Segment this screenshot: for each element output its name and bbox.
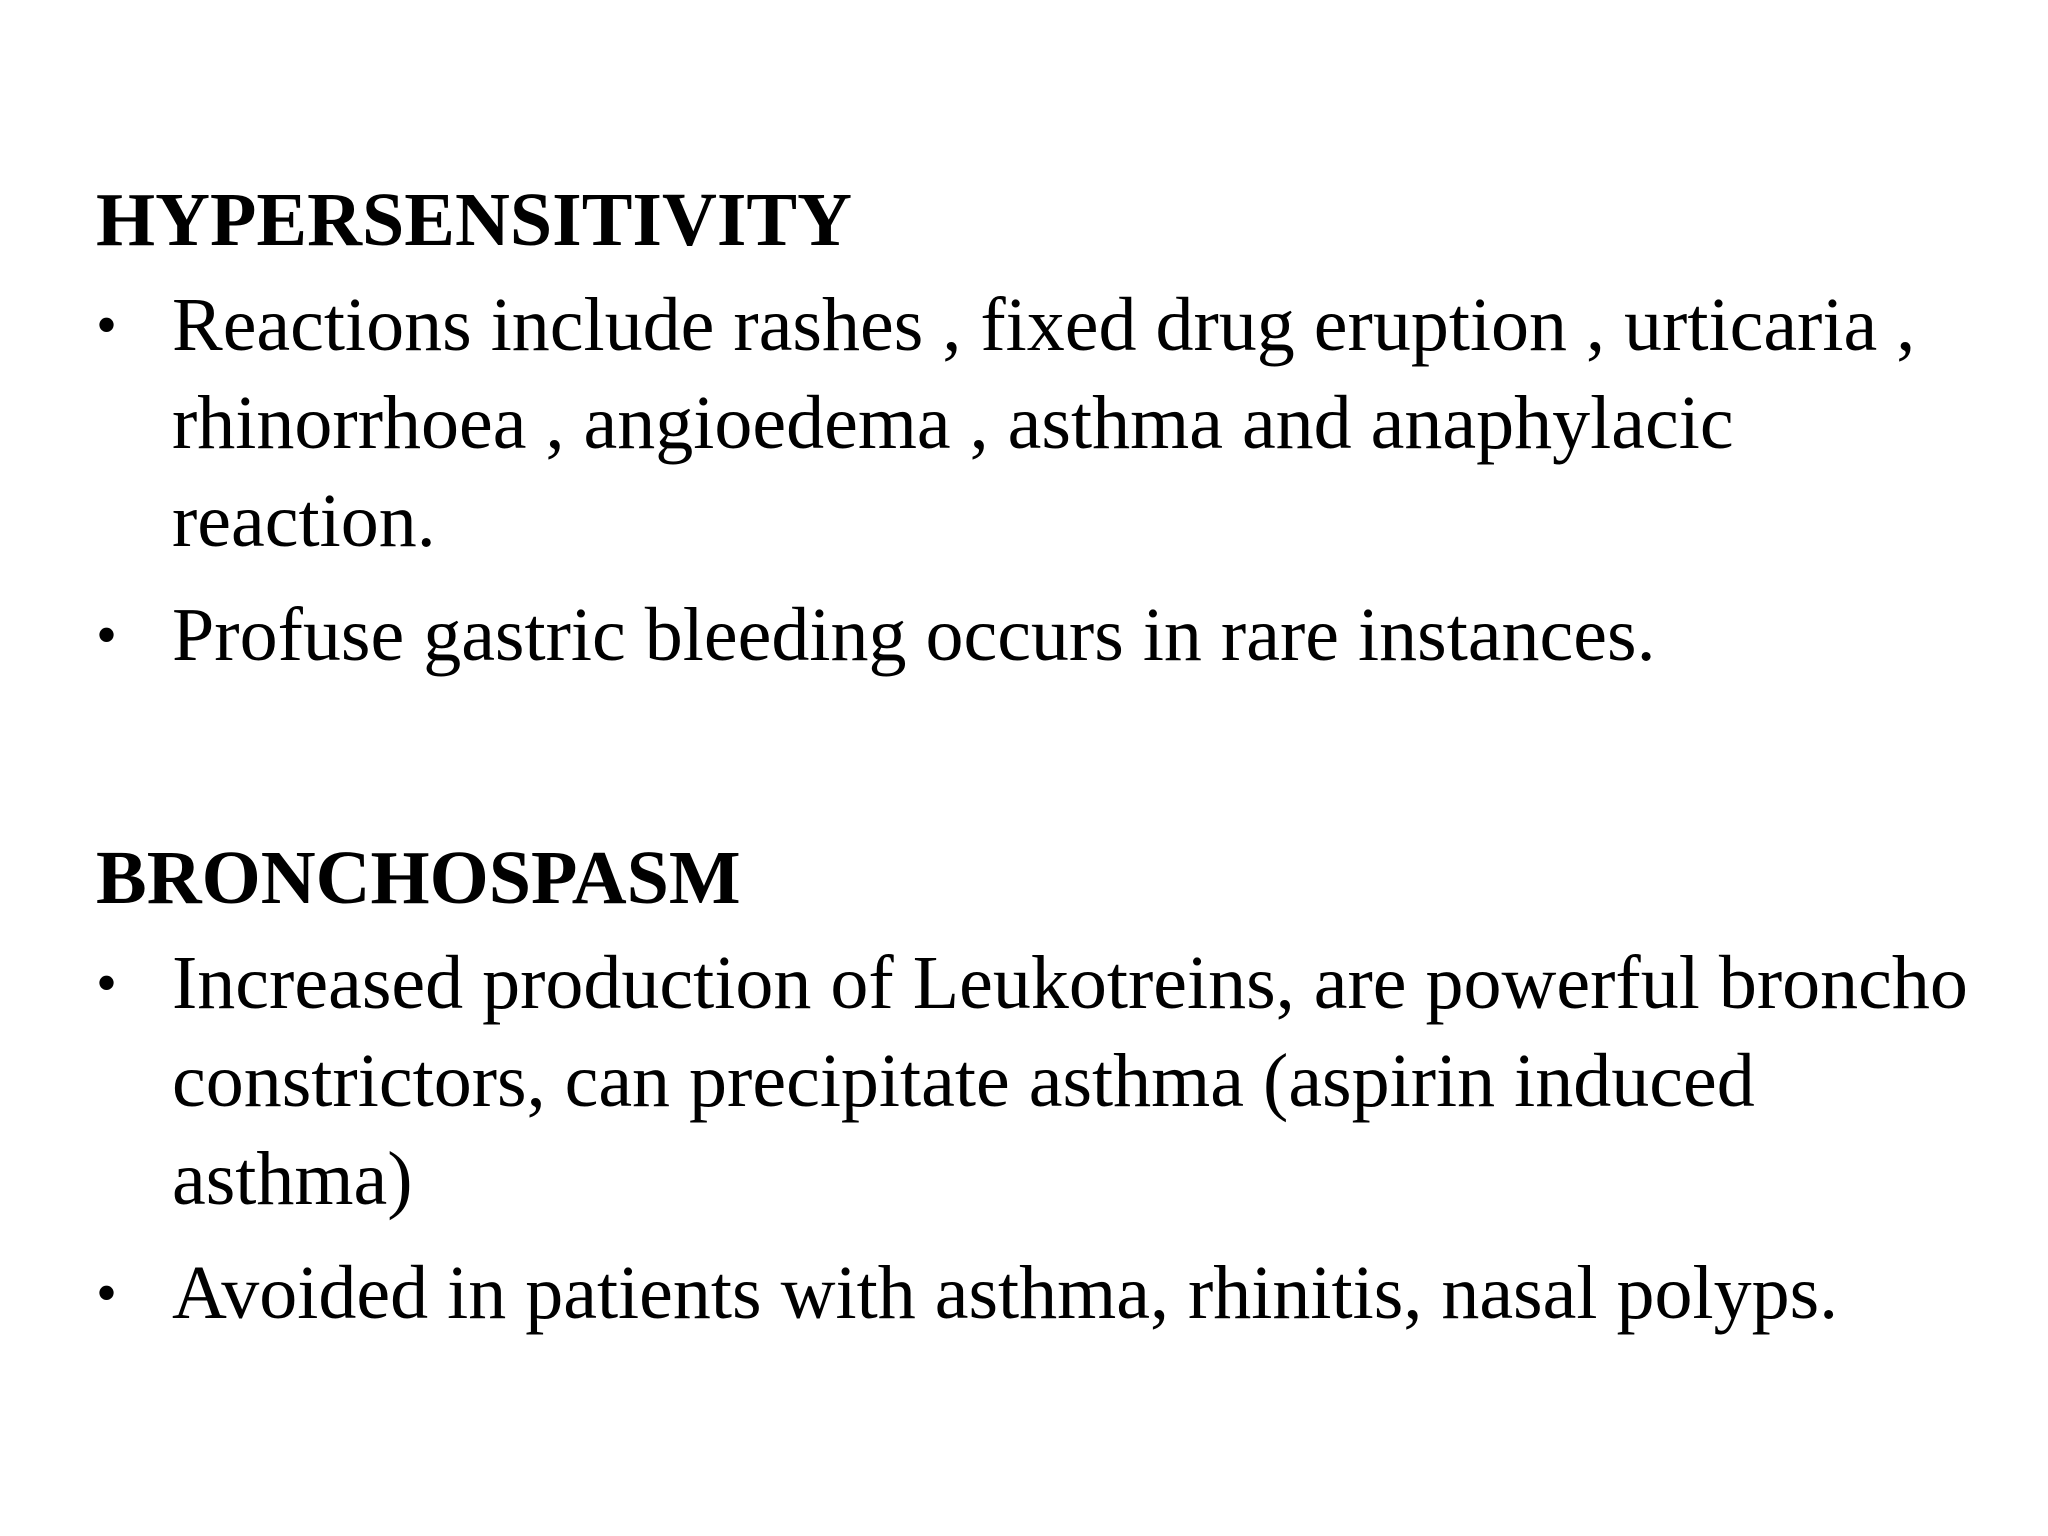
bullet-text: Avoided in patients with asthma, rhinitis, nasal polyps.: [172, 1251, 1839, 1335]
section-heading: HYPERSENSITIVITY: [96, 178, 852, 262]
bullet-text: Reactions include rashes , fixed drug eruption , urticaria , rhinorrhoea , angioedema , asthma and anaphylacic reaction.: [172, 283, 1916, 563]
bullet-icon: •: [96, 950, 118, 1016]
bullet-item: [96, 586, 1976, 684]
bullet-icon: •: [96, 602, 118, 668]
bullet-item: [96, 276, 1976, 570]
bullet-text: Profuse gastric bleeding occurs in rare instances.: [172, 593, 1656, 677]
bullet-item: [96, 1244, 1976, 1342]
bullet-icon: •: [96, 1260, 118, 1326]
section-bronchospasm: [96, 830, 1976, 1342]
bullet-text: Increased production of Leukotreins, are powerful broncho constrictors, can precipitate asthma (aspirin induced asthma): [172, 941, 1968, 1221]
bullet-item: [96, 934, 1976, 1228]
bullet-list: [96, 276, 1976, 684]
bullet-icon: •: [96, 292, 118, 358]
section-hypersensitivity: [96, 172, 1976, 684]
section-heading: BRONCHOSPASM: [96, 836, 741, 920]
bullet-list: [96, 934, 1976, 1342]
